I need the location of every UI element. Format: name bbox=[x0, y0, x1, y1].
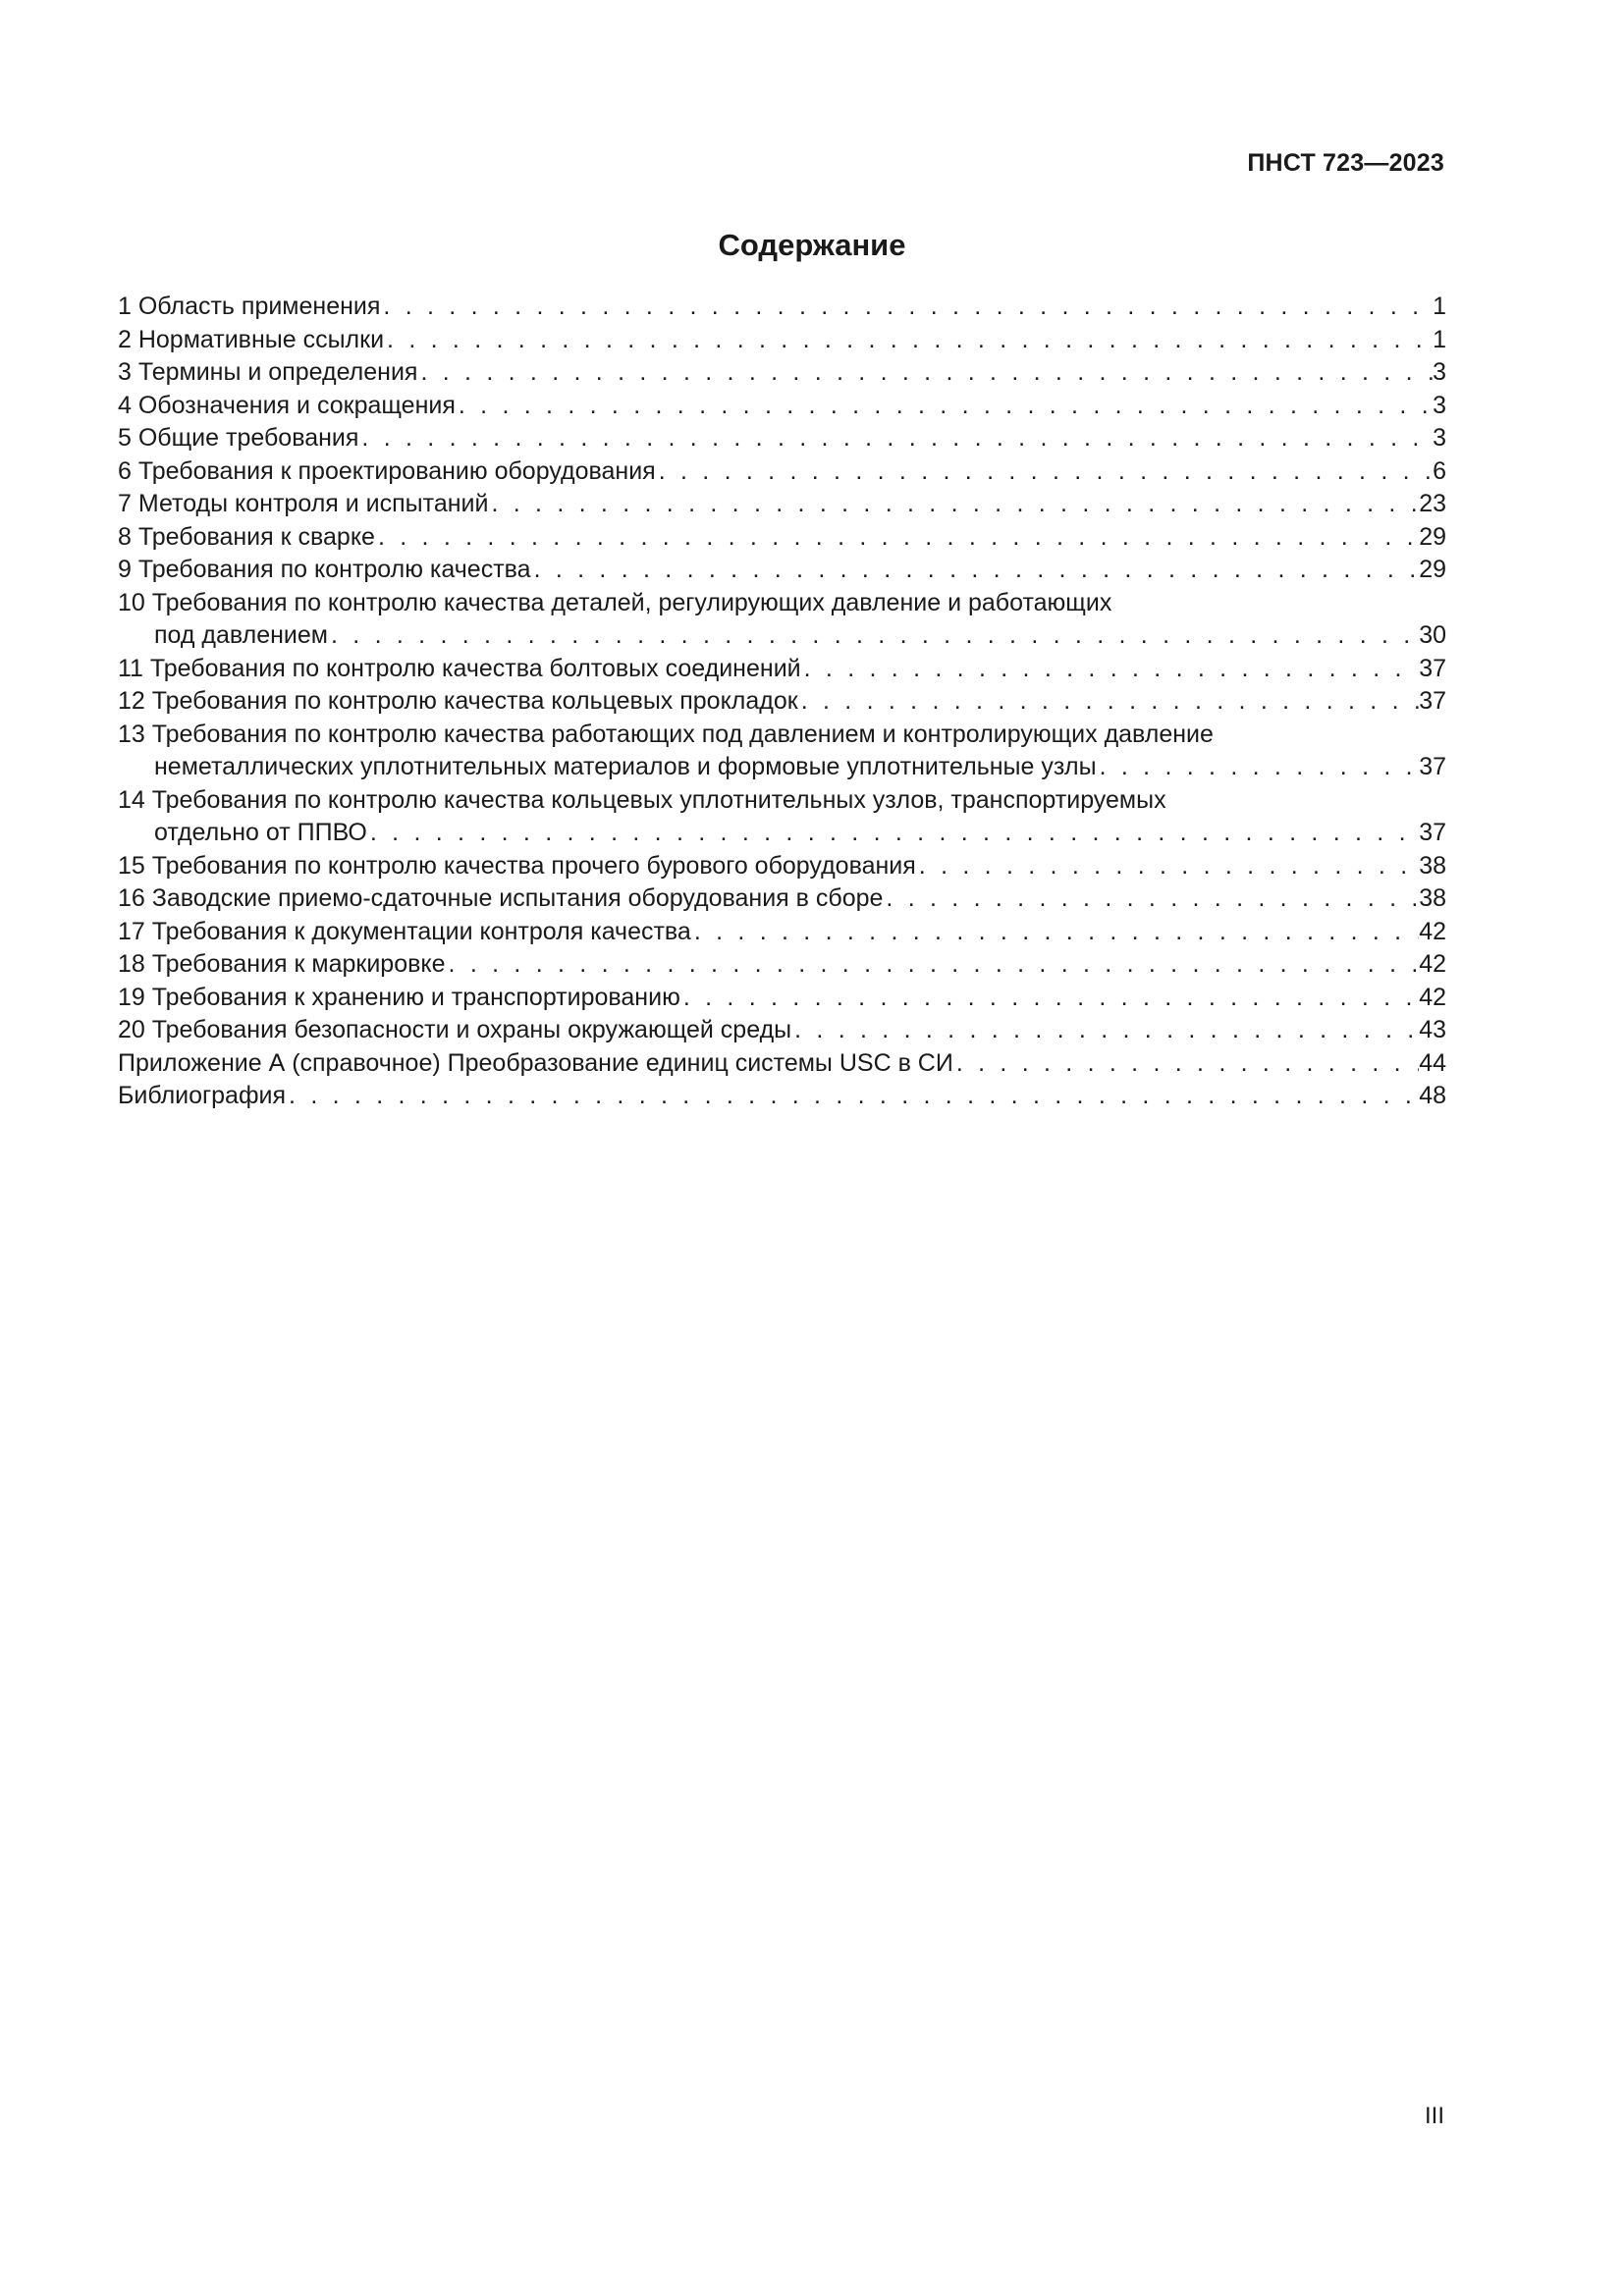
dot-leader bbox=[456, 390, 1433, 423]
toc-entry-row bbox=[118, 685, 1446, 719]
dot-leader bbox=[791, 1014, 1419, 1047]
toc-entry-row bbox=[118, 653, 1446, 686]
toc-entry-page: 6 bbox=[1433, 456, 1446, 485]
dot-leader bbox=[375, 521, 1419, 555]
toc-entry-row bbox=[118, 850, 1446, 883]
toc-entry[interactable] bbox=[118, 291, 1446, 324]
toc-entry-title-line: 13 Требования по контролю качества работающих под давлением и контролирующих давление bbox=[118, 720, 1214, 748]
toc-entry-title: Приложение А (справочное) Преобразование единиц системы USC в СИ bbox=[118, 1048, 953, 1077]
toc-entry-page: 29 bbox=[1419, 556, 1446, 583]
page-number: III bbox=[1424, 2103, 1444, 2129]
toc-entry-page: 1 bbox=[1433, 325, 1446, 353]
toc-entry-row bbox=[118, 422, 1446, 455]
toc-entry-title: 9 Требования по контролю качества bbox=[118, 556, 531, 583]
toc-entry[interactable] bbox=[118, 1080, 1446, 1113]
dot-leader bbox=[691, 916, 1419, 949]
dot-leader bbox=[883, 882, 1419, 916]
toc-entry[interactable] bbox=[118, 719, 1446, 784]
toc-entry[interactable] bbox=[118, 784, 1446, 850]
toc-entry-title: 15 Требования по контролю качества прочего бурового оборудования bbox=[118, 851, 916, 880]
toc-entry[interactable] bbox=[118, 587, 1446, 653]
toc-entry-page: 42 bbox=[1419, 917, 1446, 945]
toc-entry-page: 44 bbox=[1419, 1048, 1446, 1077]
toc-entry-row bbox=[118, 916, 1446, 949]
toc-entry-title-line: 10 Требования по контролю качества деталей, регулирующих давление и работающих bbox=[118, 588, 1112, 616]
toc-entry-page: 3 bbox=[1433, 358, 1446, 386]
toc-entry-row bbox=[118, 455, 1446, 489]
toc-entry-row bbox=[118, 948, 1446, 982]
toc-entry[interactable] bbox=[118, 488, 1446, 521]
toc-entry-row bbox=[118, 1080, 1446, 1113]
toc-entry[interactable] bbox=[118, 554, 1446, 587]
dot-leader bbox=[367, 817, 1419, 850]
toc-entry-page: 42 bbox=[1419, 983, 1446, 1011]
dot-leader bbox=[488, 488, 1419, 521]
toc-entry[interactable] bbox=[118, 521, 1446, 555]
toc-entry-page: 29 bbox=[1419, 522, 1446, 551]
toc-entry-title: неметаллических уплотнительных материалов и формовые уплотнительные узлы bbox=[154, 753, 1097, 780]
toc-entry[interactable] bbox=[118, 324, 1446, 357]
document-code: ПНСТ 723—2023 bbox=[1247, 149, 1444, 177]
toc-entry-row bbox=[118, 324, 1446, 357]
dot-leader bbox=[531, 554, 1420, 587]
dot-leader bbox=[680, 982, 1419, 1015]
toc-entry-row bbox=[118, 390, 1446, 423]
toc-entry[interactable] bbox=[118, 1047, 1446, 1081]
toc-entry[interactable] bbox=[118, 653, 1446, 686]
toc-entry-title: под давлением bbox=[154, 621, 328, 649]
dot-leader bbox=[384, 324, 1433, 357]
toc-entry[interactable] bbox=[118, 356, 1446, 390]
dot-leader bbox=[656, 455, 1433, 489]
dot-leader bbox=[801, 653, 1420, 686]
toc-entry-page: 37 bbox=[1419, 753, 1446, 780]
toc-entry-row bbox=[118, 817, 1446, 850]
toc-entry-title: отдельно от ППВО bbox=[154, 819, 367, 846]
dot-leader bbox=[328, 619, 1419, 653]
toc-entry-page: 42 bbox=[1419, 950, 1446, 978]
toc-entry-title: 12 Требования по контролю качества кольцевых прокладок bbox=[118, 687, 798, 715]
toc-entry-row bbox=[118, 982, 1446, 1015]
toc-entry-page: 38 bbox=[1419, 884, 1446, 912]
toc-entry-row bbox=[118, 1014, 1446, 1047]
toc-entry[interactable] bbox=[118, 916, 1446, 949]
toc-entry-row bbox=[118, 619, 1446, 653]
toc-entry-title: 19 Требования к хранению и транспортированию bbox=[118, 983, 680, 1011]
toc-entry-title: 18 Требования к маркировке bbox=[118, 950, 446, 978]
toc-entry-title: 7 Методы контроля и испытаний bbox=[118, 490, 489, 517]
toc-entry-row bbox=[118, 1047, 1446, 1081]
toc-entry-page: 43 bbox=[1419, 1016, 1446, 1043]
toc-entry-row bbox=[118, 488, 1446, 521]
toc-entry-row bbox=[118, 521, 1446, 555]
table-of-contents bbox=[118, 291, 1446, 1113]
toc-entry-page: 3 bbox=[1433, 391, 1446, 419]
dot-leader bbox=[286, 1080, 1419, 1113]
toc-entry-row bbox=[118, 882, 1446, 916]
toc-entry[interactable] bbox=[118, 422, 1446, 455]
toc-entry-page: 37 bbox=[1419, 687, 1446, 715]
toc-entry-page: 38 bbox=[1419, 851, 1446, 880]
toc-entry-title: 1 Область применения bbox=[118, 293, 381, 320]
toc-entry-title: 20 Требования безопасности и охраны окружающей среды bbox=[118, 1016, 792, 1043]
toc-entry-page: 48 bbox=[1419, 1082, 1446, 1109]
toc-entry-title: 11 Требования по контролю качества болтовых соединений bbox=[118, 654, 801, 682]
toc-entry-title: 17 Требования к документации контроля качества bbox=[118, 917, 691, 945]
dot-leader bbox=[798, 685, 1419, 719]
toc-entry-title-line: 14 Требования по контролю качества кольцевых уплотнительных узлов, транспортируемых bbox=[118, 785, 1166, 814]
toc-entry-page: 23 bbox=[1419, 490, 1446, 517]
dot-leader bbox=[953, 1047, 1419, 1081]
toc-entry-title: 3 Термины и определения bbox=[118, 358, 418, 386]
dot-leader bbox=[1097, 751, 1420, 784]
toc-entry[interactable] bbox=[118, 1014, 1446, 1047]
dot-leader bbox=[417, 356, 1433, 390]
page-title: Содержание bbox=[718, 228, 906, 262]
toc-entry-row bbox=[118, 751, 1446, 784]
toc-entry-page: 30 bbox=[1419, 621, 1446, 649]
toc-entry-title: 8 Требования к сварке bbox=[118, 522, 375, 551]
toc-entry-title: 4 Обозначения и сокращения bbox=[118, 391, 456, 419]
toc-entry-page: 3 bbox=[1433, 424, 1446, 452]
dot-leader bbox=[358, 422, 1433, 455]
dot-leader bbox=[380, 291, 1433, 324]
toc-entry-title: 2 Нормативные ссылки bbox=[118, 325, 385, 353]
toc-entry[interactable] bbox=[118, 685, 1446, 719]
toc-entry-title: 16 Заводские приемо-сдаточные испытания оборудования в сборе bbox=[118, 884, 884, 912]
toc-entry-page: 1 bbox=[1433, 293, 1446, 320]
toc-entry[interactable] bbox=[118, 390, 1446, 423]
toc-entry[interactable] bbox=[118, 948, 1446, 982]
toc-entry-title: 5 Общие требования bbox=[118, 424, 359, 452]
toc-entry-title: Библиография bbox=[118, 1082, 287, 1109]
toc-entry[interactable] bbox=[118, 882, 1446, 916]
toc-entry[interactable] bbox=[118, 850, 1446, 883]
toc-entry-row bbox=[118, 554, 1446, 587]
dot-leader bbox=[916, 850, 1419, 883]
toc-entry-row bbox=[118, 291, 1446, 324]
toc-entry-page: 37 bbox=[1419, 819, 1446, 846]
toc-entry-page: 37 bbox=[1419, 654, 1446, 682]
dot-leader bbox=[446, 948, 1420, 982]
toc-entry-row bbox=[118, 356, 1446, 390]
toc-entry[interactable] bbox=[118, 455, 1446, 489]
toc-entry-title: 6 Требования к проектированию оборудования bbox=[118, 456, 656, 485]
toc-entry[interactable] bbox=[118, 982, 1446, 1015]
